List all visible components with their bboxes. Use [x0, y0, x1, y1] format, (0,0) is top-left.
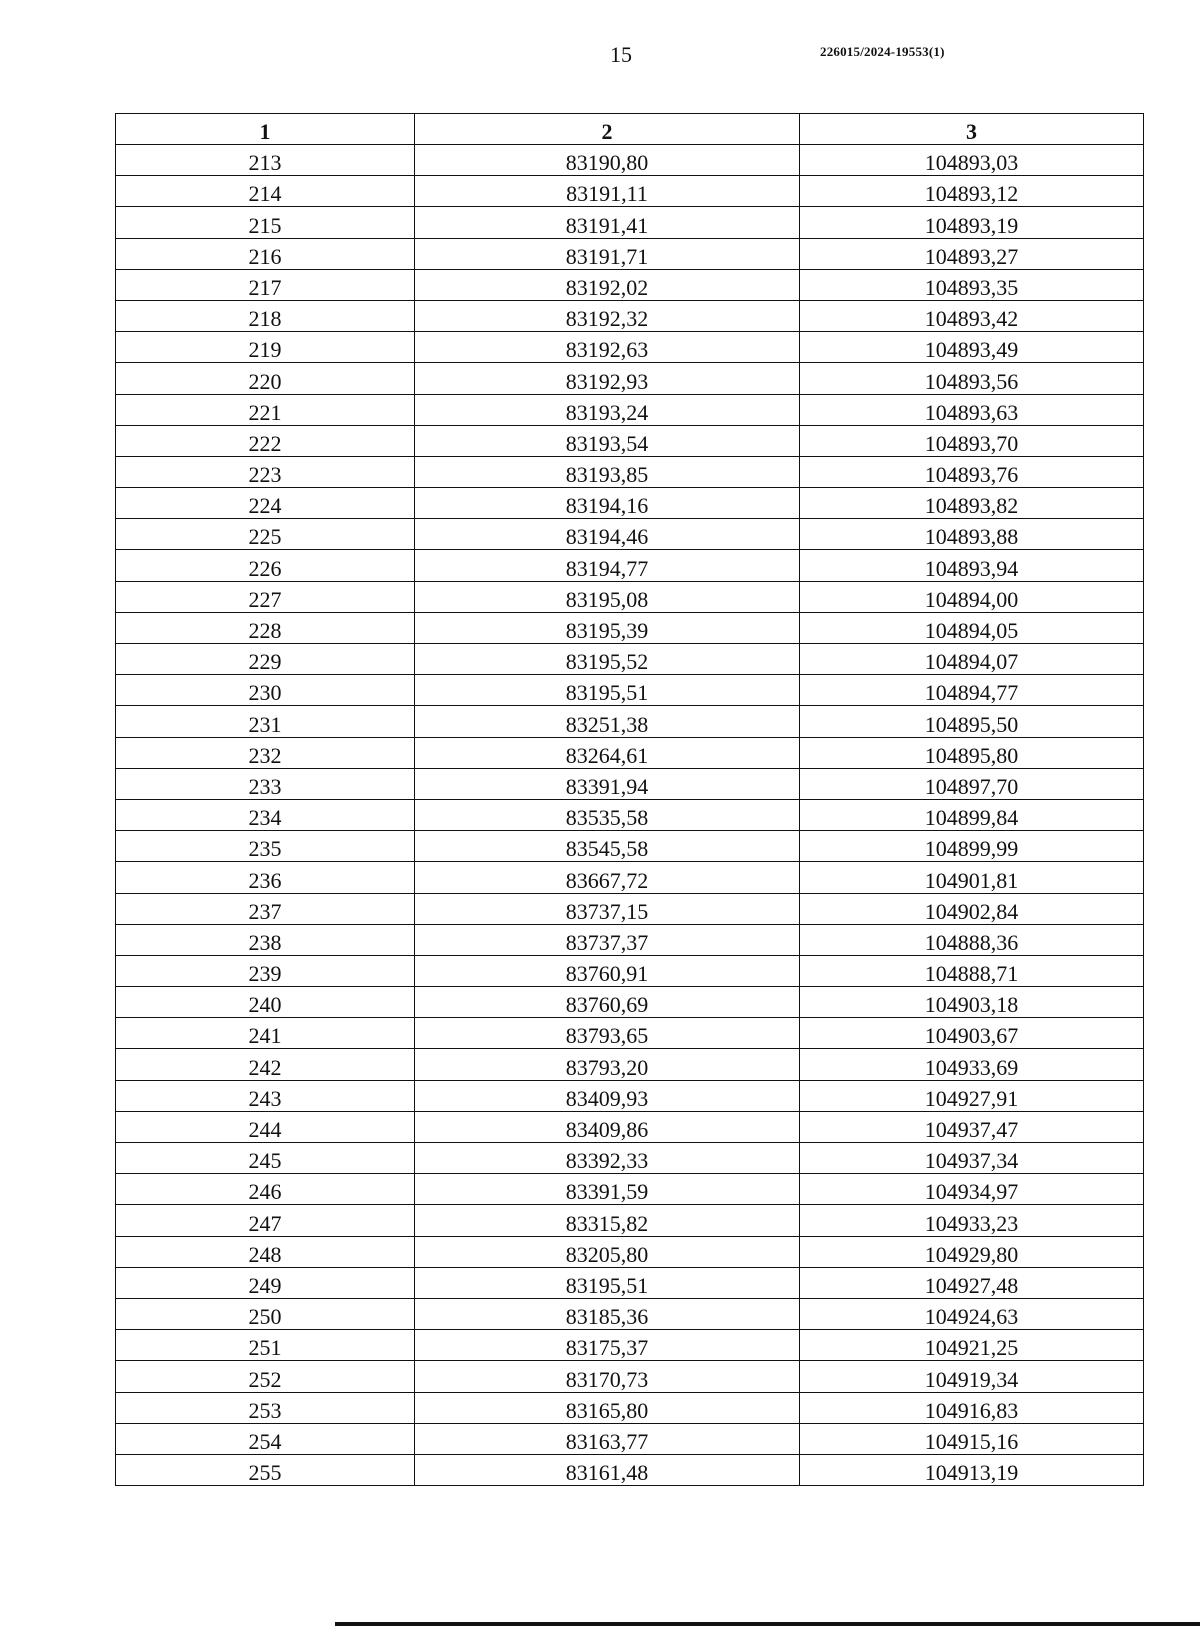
table-cell-col3: 104915,16 — [800, 1423, 1144, 1454]
document-id: 226015/2024-19553(1) — [820, 44, 945, 59]
table-cell-col1: 252 — [116, 1361, 415, 1392]
table-cell-col1: 213 — [116, 145, 415, 176]
table-cell-col2: 83192,02 — [415, 269, 800, 300]
table-row — [116, 238, 1144, 269]
table-cell-col3: 104893,82 — [800, 488, 1144, 519]
column-header-3: 3 — [800, 114, 1144, 145]
table-cell-col1: 230 — [116, 675, 415, 706]
table-row — [116, 831, 1144, 862]
table-cell-col1: 229 — [116, 644, 415, 675]
table-cell-col3: 104893,49 — [800, 332, 1144, 363]
table-cell-col2: 83161,48 — [415, 1454, 800, 1485]
table-cell-col1: 227 — [116, 581, 415, 612]
table-cell-col2: 83195,39 — [415, 612, 800, 643]
table-cell-col3: 104929,80 — [800, 1236, 1144, 1267]
table-cell-col1: 220 — [116, 363, 415, 394]
table-row — [116, 1423, 1144, 1454]
table-cell-col1: 246 — [116, 1174, 415, 1205]
table-cell-col3: 104927,91 — [800, 1080, 1144, 1111]
table-cell-col1: 225 — [116, 519, 415, 550]
table-cell-col1: 255 — [116, 1454, 415, 1485]
table-cell-col1: 226 — [116, 550, 415, 581]
table-cell-col3: 104893,19 — [800, 207, 1144, 238]
table-cell-col1: 214 — [116, 176, 415, 207]
table-row — [116, 893, 1144, 924]
table-cell-col1: 251 — [116, 1330, 415, 1361]
table-cell-col1: 217 — [116, 269, 415, 300]
table-cell-col2: 83195,52 — [415, 644, 800, 675]
table-row — [116, 207, 1144, 238]
table-cell-col3: 104903,67 — [800, 1018, 1144, 1049]
table-cell-col2: 83193,85 — [415, 456, 800, 487]
table-cell-col2: 83190,80 — [415, 145, 800, 176]
table-cell-col1: 215 — [116, 207, 415, 238]
table-cell-col2: 83760,91 — [415, 955, 800, 986]
table-cell-col1: 247 — [116, 1205, 415, 1236]
table-cell-col2: 83737,15 — [415, 893, 800, 924]
table-cell-col3: 104903,18 — [800, 987, 1144, 1018]
table-cell-col1: 241 — [116, 1018, 415, 1049]
table-row — [116, 425, 1144, 456]
table-cell-col3: 104895,50 — [800, 706, 1144, 737]
bottom-scan-rule — [335, 1622, 1200, 1626]
table-cell-col3: 104893,35 — [800, 269, 1144, 300]
coordinates-table — [115, 113, 1144, 1486]
table-cell-col3: 104893,27 — [800, 238, 1144, 269]
table-row — [116, 176, 1144, 207]
table-row — [116, 644, 1144, 675]
table-cell-col2: 83205,80 — [415, 1236, 800, 1267]
table-cell-col1: 249 — [116, 1267, 415, 1298]
table-cell-col3: 104894,00 — [800, 581, 1144, 612]
table-cell-col1: 231 — [116, 706, 415, 737]
table-cell-col1: 238 — [116, 924, 415, 955]
table-cell-col3: 104893,63 — [800, 394, 1144, 425]
table-body — [116, 145, 1144, 1486]
table-row — [116, 862, 1144, 893]
table-cell-col2: 83192,32 — [415, 300, 800, 331]
table-row — [116, 394, 1144, 425]
table-cell-col3: 104895,80 — [800, 737, 1144, 768]
table-cell-col2: 83195,51 — [415, 675, 800, 706]
table-cell-col2: 83251,38 — [415, 706, 800, 737]
table-row — [116, 363, 1144, 394]
table-cell-col1: 235 — [116, 831, 415, 862]
table-cell-col2: 83793,65 — [415, 1018, 800, 1049]
table-row — [116, 269, 1144, 300]
table-cell-col2: 83392,33 — [415, 1143, 800, 1174]
table-cell-col3: 104921,25 — [800, 1330, 1144, 1361]
table-cell-col1: 245 — [116, 1143, 415, 1174]
table-row — [116, 332, 1144, 363]
table-cell-col2: 83667,72 — [415, 862, 800, 893]
table-row — [116, 612, 1144, 643]
table-row — [116, 1361, 1144, 1392]
table-row — [116, 1330, 1144, 1361]
table-cell-col2: 83165,80 — [415, 1392, 800, 1423]
table-cell-col1: 224 — [116, 488, 415, 519]
table-cell-col3: 104927,48 — [800, 1267, 1144, 1298]
table-cell-col2: 83193,54 — [415, 425, 800, 456]
table-cell-col2: 83191,71 — [415, 238, 800, 269]
table-row — [116, 1143, 1144, 1174]
table-cell-col3: 104897,70 — [800, 768, 1144, 799]
table-cell-col2: 83191,11 — [415, 176, 800, 207]
column-header-1: 1 — [116, 114, 415, 145]
table-cell-col1: 250 — [116, 1298, 415, 1329]
table-row — [116, 706, 1144, 737]
table-row — [116, 1080, 1144, 1111]
table-row — [116, 488, 1144, 519]
table-row — [116, 1236, 1144, 1267]
table-cell-col3: 104888,71 — [800, 955, 1144, 986]
table-cell-col1: 216 — [116, 238, 415, 269]
table-cell-col2: 83191,41 — [415, 207, 800, 238]
table-cell-col1: 239 — [116, 955, 415, 986]
table-cell-col2: 83175,37 — [415, 1330, 800, 1361]
table-cell-col1: 243 — [116, 1080, 415, 1111]
page-number: 15 — [610, 42, 632, 67]
table-row — [116, 1454, 1144, 1485]
table-cell-col2: 83194,46 — [415, 519, 800, 550]
table-row — [116, 1392, 1144, 1423]
table-cell-col3: 104893,88 — [800, 519, 1144, 550]
table-cell-col2: 83760,69 — [415, 987, 800, 1018]
table-cell-col3: 104899,99 — [800, 831, 1144, 862]
table-cell-col1: 223 — [116, 456, 415, 487]
table-cell-col1: 233 — [116, 768, 415, 799]
table-cell-col2: 83192,93 — [415, 363, 800, 394]
table-row — [116, 581, 1144, 612]
table-cell-col2: 83391,59 — [415, 1174, 800, 1205]
table-cell-col1: 219 — [116, 332, 415, 363]
table-cell-col3: 104893,42 — [800, 300, 1144, 331]
table-cell-col2: 83545,58 — [415, 831, 800, 862]
table-row — [116, 1174, 1144, 1205]
table-row — [116, 519, 1144, 550]
table-cell-col2: 83195,51 — [415, 1267, 800, 1298]
table-cell-col1: 236 — [116, 862, 415, 893]
table-cell-col2: 83793,20 — [415, 1049, 800, 1080]
table-cell-col1: 222 — [116, 425, 415, 456]
table-row — [116, 1205, 1144, 1236]
table-cell-col3: 104937,34 — [800, 1143, 1144, 1174]
table-cell-col2: 83194,77 — [415, 550, 800, 581]
table-cell-col2: 83185,36 — [415, 1298, 800, 1329]
table-row — [116, 675, 1144, 706]
table-row — [116, 145, 1144, 176]
table-cell-col3: 104916,83 — [800, 1392, 1144, 1423]
table-cell-col3: 104893,70 — [800, 425, 1144, 456]
table-cell-col3: 104933,69 — [800, 1049, 1144, 1080]
table-row — [116, 1298, 1144, 1329]
table-cell-col2: 83170,73 — [415, 1361, 800, 1392]
table-row — [116, 924, 1144, 955]
table-cell-col2: 83737,37 — [415, 924, 800, 955]
table-cell-col3: 104901,81 — [800, 862, 1144, 893]
table-row — [116, 987, 1144, 1018]
table-cell-col1: 234 — [116, 799, 415, 830]
table-cell-col3: 104934,97 — [800, 1174, 1144, 1205]
table-cell-col3: 104924,63 — [800, 1298, 1144, 1329]
table-row — [116, 737, 1144, 768]
table-cell-col1: 221 — [116, 394, 415, 425]
table-cell-col2: 83391,94 — [415, 768, 800, 799]
table-cell-col3: 104893,12 — [800, 176, 1144, 207]
table-row — [116, 768, 1144, 799]
table-cell-col2: 83409,93 — [415, 1080, 800, 1111]
table-row — [116, 1018, 1144, 1049]
table-cell-col1: 232 — [116, 737, 415, 768]
table-cell-col3: 104902,84 — [800, 893, 1144, 924]
table-cell-col1: 248 — [116, 1236, 415, 1267]
table-cell-col3: 104919,34 — [800, 1361, 1144, 1392]
table-cell-col3: 104933,23 — [800, 1205, 1144, 1236]
table-row — [116, 955, 1144, 986]
table-row — [116, 550, 1144, 581]
table-header-row — [116, 114, 1144, 145]
table-row — [116, 1111, 1144, 1142]
table-row — [116, 799, 1144, 830]
table-cell-col1: 244 — [116, 1111, 415, 1142]
table-cell-col2: 83264,61 — [415, 737, 800, 768]
table-row — [116, 1049, 1144, 1080]
table-row — [116, 300, 1144, 331]
table-cell-col3: 104893,76 — [800, 456, 1144, 487]
table-cell-col1: 254 — [116, 1423, 415, 1454]
table-cell-col2: 83163,77 — [415, 1423, 800, 1454]
table-cell-col3: 104893,56 — [800, 363, 1144, 394]
table-cell-col3: 104899,84 — [800, 799, 1144, 830]
table-cell-col2: 83315,82 — [415, 1205, 800, 1236]
table-cell-col2: 83409,86 — [415, 1111, 800, 1142]
table-cell-col3: 104893,03 — [800, 145, 1144, 176]
table-cell-col2: 83195,08 — [415, 581, 800, 612]
table-cell-col1: 237 — [116, 893, 415, 924]
table-cell-col1: 240 — [116, 987, 415, 1018]
table-cell-col1: 228 — [116, 612, 415, 643]
table-cell-col1: 218 — [116, 300, 415, 331]
table-cell-col2: 83192,63 — [415, 332, 800, 363]
table-cell-col3: 104937,47 — [800, 1111, 1144, 1142]
table-cell-col1: 242 — [116, 1049, 415, 1080]
table-cell-col3: 104894,07 — [800, 644, 1144, 675]
table-cell-col3: 104894,05 — [800, 612, 1144, 643]
table-cell-col2: 83535,58 — [415, 799, 800, 830]
table-cell-col2: 83194,16 — [415, 488, 800, 519]
table-row — [116, 456, 1144, 487]
table-cell-col3: 104888,36 — [800, 924, 1144, 955]
table-cell-col3: 104893,94 — [800, 550, 1144, 581]
table-row — [116, 1267, 1144, 1298]
table-cell-col3: 104894,77 — [800, 675, 1144, 706]
column-header-2: 2 — [415, 114, 800, 145]
table-cell-col2: 83193,24 — [415, 394, 800, 425]
table-cell-col3: 104913,19 — [800, 1454, 1144, 1485]
table-cell-col1: 253 — [116, 1392, 415, 1423]
